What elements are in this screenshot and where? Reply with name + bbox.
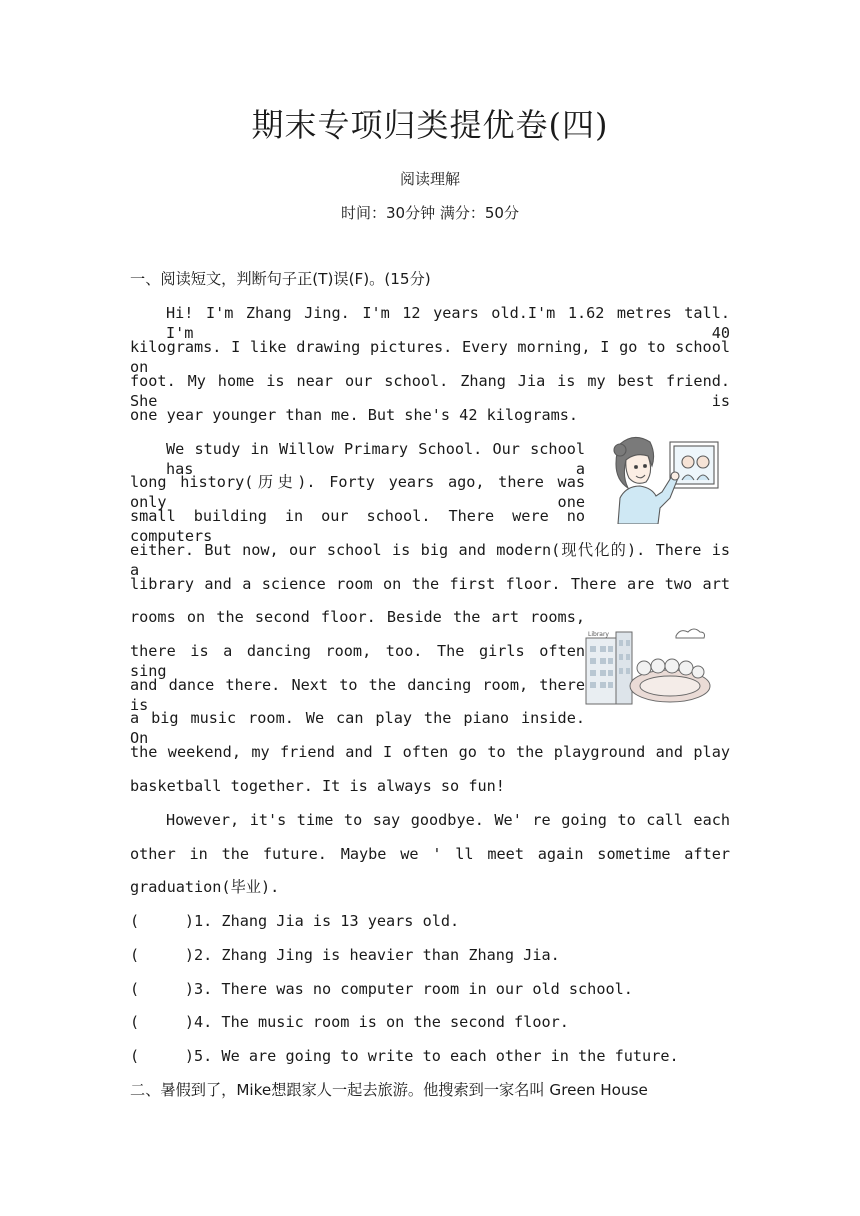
paragraph-2-line: long history(历史). Forty years ago, there was only one (130, 473, 585, 511)
page-title: 期末专项归类提优卷(四) (251, 106, 609, 144)
paragraph-2-line: there is a dancing room, too. The girls often sing (130, 642, 585, 680)
question-3[interactable]: ( )3. There was no computer room in our old school. (130, 980, 633, 998)
paragraph-2-line: small building in our school. There were no computers (130, 507, 585, 545)
paragraph-1-line: Hi! I'm Zhang Jing. I'm 12 years old.I'm 1.62 metres tall. I'm 40 (166, 304, 730, 342)
paragraph-2-line: library and a science room on the first floor. There are two art (130, 575, 730, 593)
paragraph-2-line: We study in Willow Primary School. Our school has a (166, 440, 585, 478)
page-subtitle: 阅读理解 (399, 170, 460, 188)
paragraph-2-line: either. But now, our school is big and modern(现代化的). There is a (130, 541, 730, 579)
school-building-illustration (584, 624, 714, 706)
section-1-heading: 一、阅读短文，判断句子正(T)误(F)。(15分) (130, 270, 431, 288)
paragraph-3-line: graduation(毕业). (130, 878, 280, 896)
question-2[interactable]: ( )2. Zhang Jing is heavier than Zhang Jia. (130, 946, 560, 964)
paragraph-1-line: kilograms. I like drawing pictures. Every morning, I go to school on (130, 338, 730, 376)
paragraph-3-line: other in the future. Maybe we ' ll meet again sometime after (130, 845, 730, 863)
paragraph-2-line: the weekend, my friend and I often go to the playground and play (130, 743, 730, 761)
paragraph-2-line: basketball together. It is always so fun! (130, 777, 505, 795)
paragraph-2-line: a big music room. We can play the piano inside. On (130, 709, 585, 747)
question-5[interactable]: ( )5. We are going to write to each other in the future. (130, 1047, 679, 1065)
library-sign-text: Library (588, 631, 609, 638)
time-score-info: 时间：30分钟 满分：50分 (341, 204, 519, 222)
paragraph-3-line: However, it's time to say goodbye. We' re going to call each (166, 811, 730, 829)
paragraph-2-line: rooms on the second floor. Beside the art rooms, (130, 608, 585, 626)
paragraph-1-line: one year younger than me. But she's 42 kilograms. (130, 406, 579, 424)
question-1[interactable]: ( )1. Zhang Jia is 13 years old. (130, 912, 460, 930)
paragraph-1-line: foot. My home is near our school. Zhang Jia is my best friend. She is (130, 372, 730, 410)
section-2-heading: 二、暑假到了，Mike想跟家人一起去旅游。他搜索到一家名叫 Green House (130, 1081, 648, 1099)
paragraph-2-line: and dance there. Next to the dancing room, there is (130, 676, 585, 714)
girl-with-photo-illustration (612, 432, 724, 524)
question-4[interactable]: ( )4. The music room is on the second floor. (130, 1013, 569, 1031)
